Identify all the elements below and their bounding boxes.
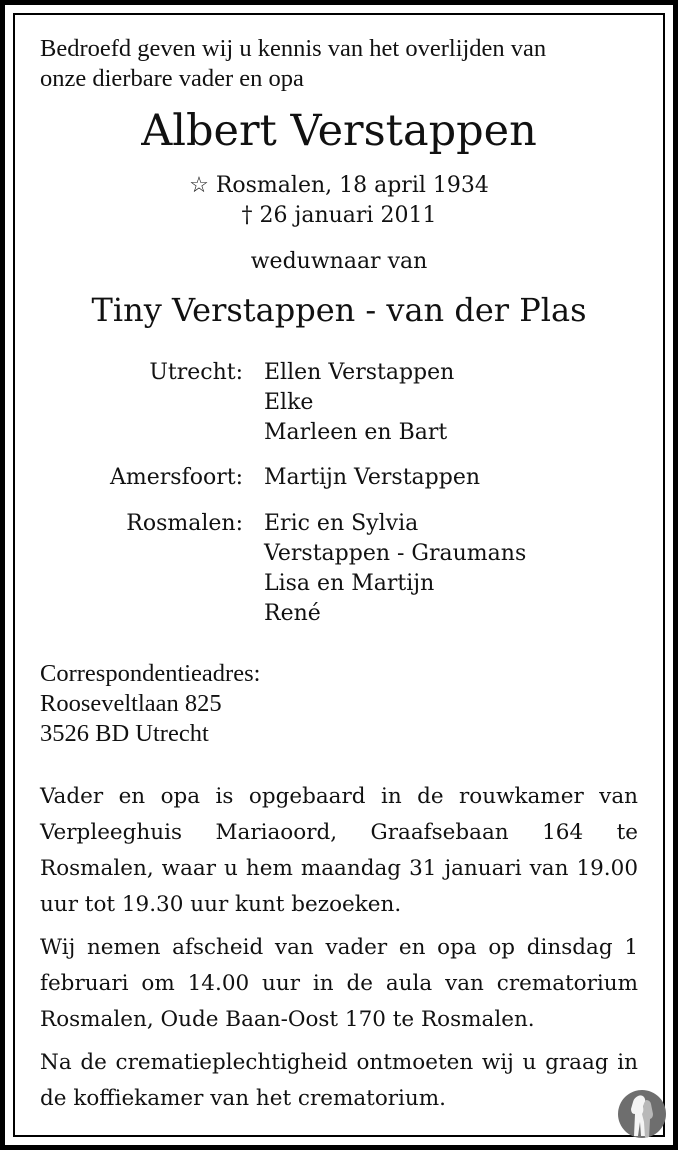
family-member: Ellen Verstappen bbox=[264, 360, 455, 385]
reception-paragraph: Na de crematieplechtigheid ontmoeten wij u graag in de koffiekamer van het crematorium. bbox=[40, 1050, 638, 1111]
viewing-paragraph: Vader en opa is opgebaard in de rouwkamer van Verpleeghuis Mariaoord, Graafsebaan 164 te Rosmalen, waar u hem maandag 31 januari van 19.00 uur tot 19.30 uur kunt bezoeken. bbox=[40, 784, 638, 917]
intro-line-2: onze dierbare vader en opa bbox=[40, 65, 304, 92]
deceased-name: Albert Verstappen bbox=[141, 106, 537, 156]
correspondence-street: Rooseveltlaan 825 bbox=[40, 690, 222, 717]
relation-label: weduwnaar van bbox=[250, 249, 428, 274]
embracing-figures-icon bbox=[618, 1090, 666, 1138]
family-place-rosmalen: Rosmalen: bbox=[126, 511, 243, 536]
family-member: Lisa en Martijn bbox=[264, 571, 435, 596]
death-info: † 26 januari 2011 bbox=[241, 203, 437, 228]
spouse-name: Tiny Verstappen - van der Plas bbox=[91, 291, 587, 329]
family-member: Verstappen - Graumans bbox=[264, 541, 527, 566]
correspondence-city: 3526 BD Utrecht bbox=[40, 720, 209, 747]
correspondence-label: Correspondentieadres: bbox=[40, 660, 261, 687]
family-place-utrecht: Utrecht: bbox=[149, 360, 243, 385]
family-member: René bbox=[264, 601, 321, 626]
family-member: Marleen en Bart bbox=[264, 420, 448, 445]
family-member: Martijn Verstappen bbox=[264, 465, 481, 490]
intro-line-1: Bedroefd geven wij u kennis van het overlijden van bbox=[40, 35, 547, 62]
farewell-paragraph: Wij nemen afscheid van vader en opa op dinsdag 1 februari om 14.00 uur in de aula van crematorium Rosmalen, Oude Baan-Oost 170 te Rosmalen. bbox=[40, 935, 638, 1032]
family-place-amersfoort: Amersfoort: bbox=[110, 465, 243, 490]
family-member: Eric en Sylvia bbox=[264, 511, 419, 536]
family-member: Elke bbox=[264, 390, 314, 415]
birth-info: ☆ Rosmalen, 18 april 1934 bbox=[189, 173, 489, 198]
